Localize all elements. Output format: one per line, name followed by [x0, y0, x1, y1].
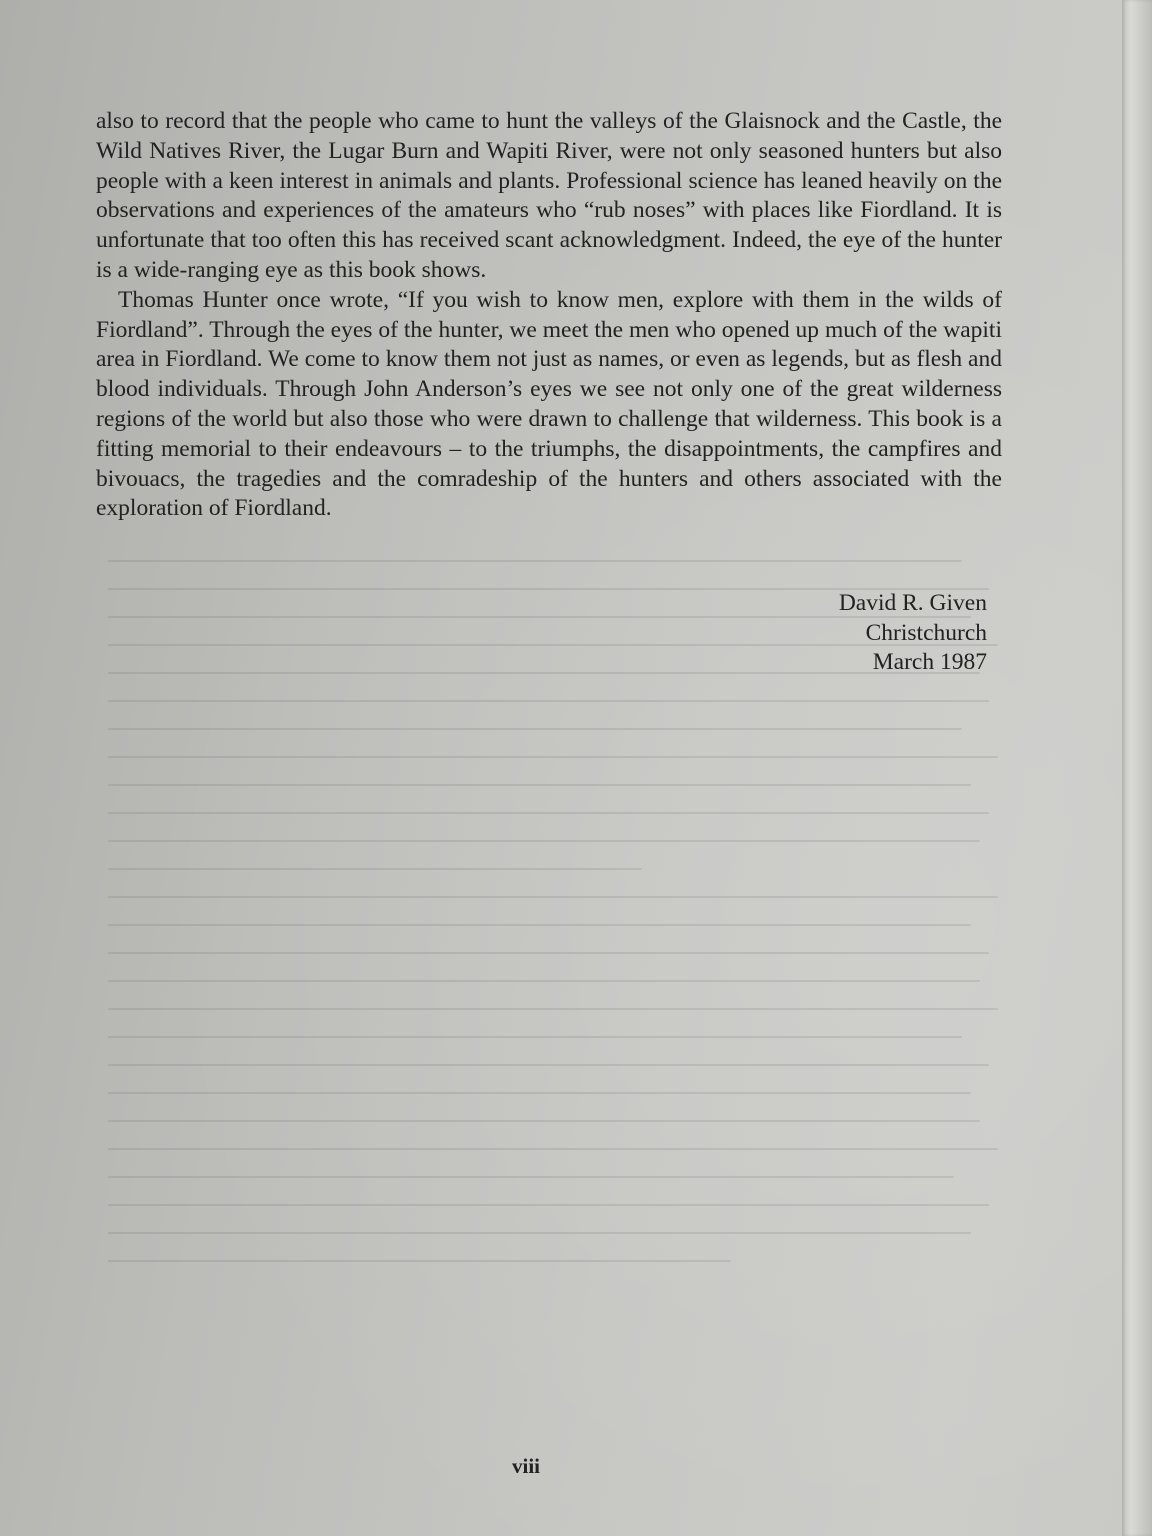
- signature-date: March 1987: [872, 649, 987, 675]
- signature-place: Christchurch: [865, 619, 987, 646]
- paragraph-1: also to record that the people who came to hunt the valleys of the Glaisnock and the Castle, the Wild Natives River, the Lugar Burn and Wapiti River, were not only seasoned hunters but also people with a keen interest in animals and plants. Professional science has leaned heavily on the observations and experiences of the amateurs who “rub noses” with places like Fiordland. It is unfortunate that too often this has received scant acknowledgment. Indeed, the eye of the hunter is a wide-ranging eye as this book shows.: [96, 108, 1002, 283]
- foreword-text: [96, 107, 1002, 524]
- page-number: viii: [511, 1454, 540, 1478]
- signature-block: [700, 589, 987, 678]
- page-edge: [1122, 0, 1152, 1536]
- signature-name: David R. Given: [838, 590, 987, 616]
- paragraph-2: Thomas Hunter once wrote, “If you wish to know men, explore with them in the wilds of Fiordland”. Through the eyes of the hunter, we meet the men who opened up much of the wapiti area in Fiordland. We come to know them not just as names, or even as legends, but as flesh and blood individuals. Through John Anderson’s eyes we see not only one of the great wilderness regions of the world but also those who were drawn to challenge that wilderness. This book is a fitting memorial to their endeavours – to the triumphs, the disappointments, the campfires and bivouacs, the tragedies and the comradeship of the hunters and others associated with the exploration of Fiordland.: [96, 286, 1002, 522]
